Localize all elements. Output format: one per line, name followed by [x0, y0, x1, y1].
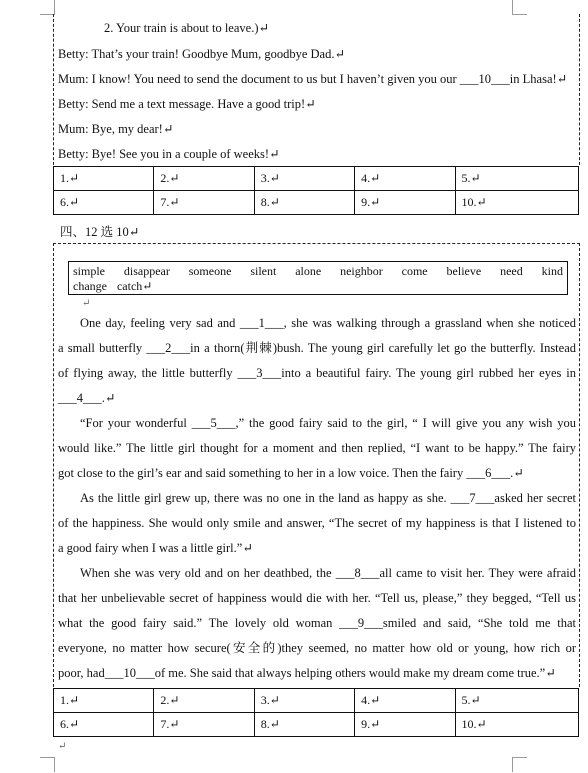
dialogue-line: Mum: I know! You need to send the document to us but I haven’t given you our ___10___in Lhasa!↵ [58, 72, 568, 86]
table-row [54, 689, 579, 713]
word-bank-item: simple [73, 264, 105, 278]
word-bank-item: alone [295, 264, 322, 278]
answer-cell[interactable]: 2.↵ [154, 167, 254, 191]
word-bank-item: catch↵ [116, 279, 153, 293]
answer-cell[interactable]: 5.↵ [455, 689, 579, 713]
answer-cell[interactable]: 8.↵ [254, 191, 354, 215]
word-bank-item: neighbor [340, 264, 383, 278]
passage-line: a small butterfly ___2___in a thorn(荆棘)bush. The young girl carefully let go the butterfly. Instead [58, 341, 576, 355]
dialogue-line: Betty: Bye! See you in a couple of weeks!↵ [58, 147, 280, 161]
paragraph-mark: ↵ [58, 741, 67, 752]
section-title: 四、12 选 10↵ [60, 225, 140, 239]
word-bank-item: believe [446, 264, 482, 278]
passage-line: When she was very old and on her deathbed, the ___8___all came to visit her. They were afraid [80, 566, 576, 580]
answer-cell[interactable]: 6.↵ [54, 713, 154, 737]
answer-cell[interactable]: 2.↵ [154, 689, 254, 713]
word-bank [68, 261, 568, 295]
answer-cell[interactable]: 8.↵ [254, 713, 354, 737]
table-row [54, 167, 579, 191]
dialogue-line: 2. Your train is about to leave.)↵ [104, 21, 269, 35]
paragraph-mark: ↵ [82, 298, 91, 309]
answer-cell[interactable]: 7.↵ [154, 191, 254, 215]
passage-paragraph [58, 311, 576, 411]
passage-line: everyone, no matter how secure(安全的)they seemed, no matter how old or young, how rich or [58, 641, 576, 655]
passage-line: what the good fairy said.” The lovely old woman ___9___smiled and said, “She told me that [58, 616, 576, 630]
page-corner-mark [40, 757, 55, 772]
passage-paragraph [58, 411, 576, 486]
answer-cell[interactable]: 1.↵ [54, 167, 154, 191]
dialogue-line: Betty: That’s your train! Goodbye Mum, goodbye Dad.↵ [58, 47, 345, 61]
passage-line: One day, feeling very sad and ___1___, she was walking through a grassland when she noticed [80, 316, 576, 330]
answer-cell[interactable]: 1.↵ [54, 689, 154, 713]
answer-cell[interactable]: 4.↵ [355, 689, 455, 713]
answer-cell[interactable]: 4.↵ [355, 167, 455, 191]
passage-line: ___4___.↵ [58, 391, 116, 405]
answer-cell[interactable]: 9.↵ [355, 191, 455, 215]
passage-line: that her unbelievable secret of happiness would die with her. “Tell us, please,” they begged, “Tell us [58, 591, 576, 605]
table-row [54, 713, 579, 737]
passage-line: of flying away, the little butterfly ___3___into a beautiful fairy. The young girl rubbed her eyes in [58, 366, 576, 380]
passage-line: of the happiness. She would only smile and answer, “The secret of my happiness is that I listened to [58, 516, 576, 530]
word-bank-item: silent [250, 264, 277, 278]
passage-paragraph [58, 561, 576, 686]
word-bank-item: come [401, 264, 428, 278]
answer-grid-2 [53, 688, 579, 737]
answer-grid-1 [53, 166, 579, 215]
dialogue-box [53, 14, 580, 165]
word-bank-item: someone [188, 264, 232, 278]
word-bank-item: disappear [123, 264, 170, 278]
passage-line: As the little girl grew up, there was no one in the land as happy as she. ___7___asked her secret [80, 491, 576, 505]
page-corner-mark [512, 0, 527, 15]
answer-cell[interactable]: 10.↵ [455, 191, 579, 215]
page-corner-mark [40, 0, 55, 15]
answer-cell[interactable]: 10.↵ [455, 713, 579, 737]
answer-cell[interactable]: 5.↵ [455, 167, 579, 191]
word-bank-item: kind [541, 264, 563, 278]
dialogue-line: Betty: Send me a text message. Have a good trip!↵ [58, 97, 316, 111]
passage-paragraph [58, 486, 576, 561]
answer-cell[interactable]: 3.↵ [254, 167, 354, 191]
passage-line: poor, had___10___of me. She said that always helping others would make my dream come true.”↵ [58, 666, 556, 680]
passage-line: would like.” The little girl thought for a moment and then replied, “I want to be happy.” The fairy [58, 441, 576, 455]
word-bank-item: need [500, 264, 523, 278]
passage-line: got close to the girl’s ear and said something to her in a low voice. Then the fairy ___6___.↵ [58, 466, 524, 480]
word-bank-item: change [73, 279, 107, 293]
passage-line: “For your wonderful ___5___,” the good fairy said to the girl, “ I will give you any wish you [80, 416, 576, 430]
table-row [54, 191, 579, 215]
dialogue-line: Mum: Bye, my dear!↵ [58, 122, 174, 136]
answer-cell[interactable]: 6.↵ [54, 191, 154, 215]
passage-line: a good fairy when I was a little girl.”↵ [58, 541, 253, 555]
answer-cell[interactable]: 7.↵ [154, 713, 254, 737]
answer-cell[interactable]: 3.↵ [254, 689, 354, 713]
word-bank-row [73, 264, 563, 279]
answer-cell[interactable]: 9.↵ [355, 713, 455, 737]
page-corner-mark [512, 757, 527, 772]
word-bank-row [73, 279, 563, 294]
